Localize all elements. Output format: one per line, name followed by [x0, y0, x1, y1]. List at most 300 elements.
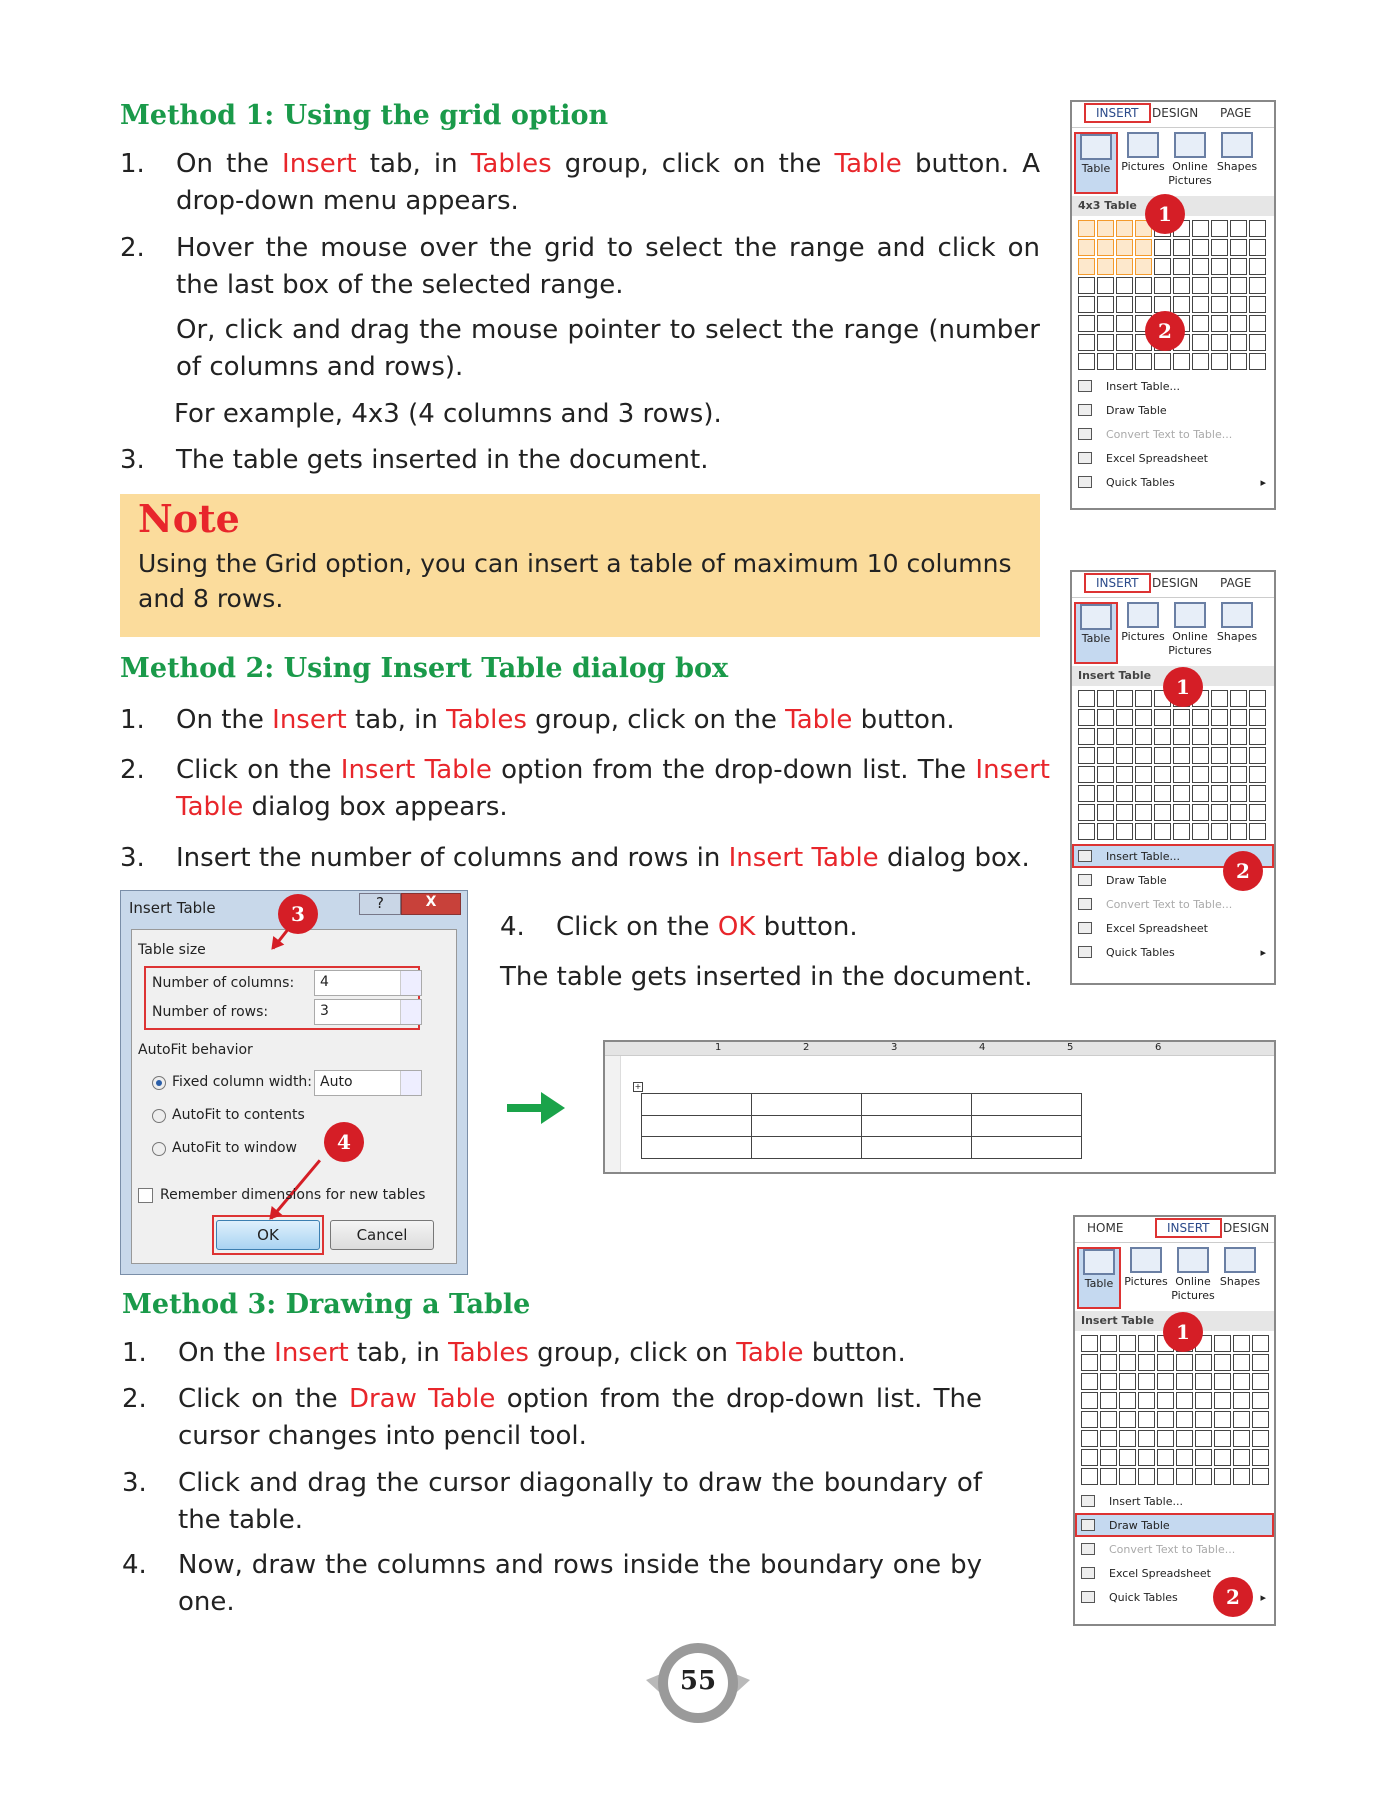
grid-cell[interactable]	[1116, 766, 1133, 783]
grid-cell[interactable]	[1249, 747, 1266, 764]
grid-cell[interactable]	[1230, 804, 1247, 821]
grid-cell[interactable]	[1192, 220, 1209, 237]
grid-cell[interactable]	[1249, 353, 1266, 370]
tab-design[interactable]: DESIGN	[1223, 1221, 1270, 1235]
grid-cell[interactable]	[1097, 220, 1114, 237]
grid-cell[interactable]	[1173, 747, 1190, 764]
grid-cell[interactable]	[1249, 690, 1266, 707]
grid-cell[interactable]	[1154, 277, 1171, 294]
table-grid[interactable]	[1078, 220, 1266, 370]
grid-cell[interactable]	[1116, 220, 1133, 237]
menu-item-label: Quick Tables	[1109, 1590, 1178, 1604]
grid-cell[interactable]	[1211, 258, 1228, 275]
tab-insert[interactable]: INSERT	[1155, 1218, 1222, 1238]
tab-design[interactable]: DESIGN	[1152, 106, 1199, 120]
text-segment: button.	[755, 912, 858, 942]
columns-input[interactable]: 4	[314, 970, 422, 996]
ribbon-button[interactable]	[1077, 1247, 1121, 1309]
grid-cell[interactable]	[1230, 277, 1247, 294]
grid-cell[interactable]	[1195, 1373, 1212, 1390]
grid-cell[interactable]	[1135, 690, 1152, 707]
grid-cell[interactable]	[1081, 1373, 1098, 1390]
grid-cell[interactable]	[1097, 804, 1114, 821]
grid-cell[interactable]	[1211, 785, 1228, 802]
grid-cell[interactable]	[1192, 766, 1209, 783]
grid-cell[interactable]	[1249, 277, 1266, 294]
menu-item[interactable]	[1072, 892, 1274, 916]
grid-cell[interactable]	[1192, 258, 1209, 275]
grid-cell[interactable]	[1157, 1468, 1174, 1485]
table-grid[interactable]	[1081, 1335, 1269, 1485]
grid-cell[interactable]	[1116, 785, 1133, 802]
ribbon-button[interactable]	[1168, 602, 1212, 658]
grid-cell[interactable]	[1154, 785, 1171, 802]
ribbon-button[interactable]	[1218, 1247, 1262, 1289]
grid-cell[interactable]	[1214, 1373, 1231, 1390]
grid-cell[interactable]	[1233, 1411, 1250, 1428]
grid-cell[interactable]	[1081, 1411, 1098, 1428]
grid-cell[interactable]	[1192, 823, 1209, 840]
menu-item[interactable]	[1072, 422, 1274, 446]
grid-cell[interactable]	[1100, 1354, 1117, 1371]
grid-cell[interactable]	[1230, 823, 1247, 840]
grid-cell[interactable]	[1252, 1373, 1269, 1390]
grid-cell[interactable]	[1192, 728, 1209, 745]
grid-cell[interactable]	[1249, 709, 1266, 726]
menu-item[interactable]: Quick Tables ▸	[1072, 470, 1274, 494]
grid-cell[interactable]	[1192, 277, 1209, 294]
grid-cell[interactable]	[1116, 296, 1133, 313]
grid-cell[interactable]	[1192, 334, 1209, 351]
grid-cell[interactable]	[1192, 315, 1209, 332]
grid-cell[interactable]	[1252, 1392, 1269, 1409]
grid-cell[interactable]	[1192, 747, 1209, 764]
grid-cell[interactable]	[1192, 296, 1209, 313]
grid-cell[interactable]	[1252, 1335, 1269, 1352]
ribbon-button[interactable]	[1171, 1247, 1215, 1303]
grid-cell[interactable]	[1249, 220, 1266, 237]
autofit-window-radio[interactable]	[152, 1142, 166, 1156]
autofit-contents-radio[interactable]	[152, 1109, 166, 1123]
ruler-tick: 3	[891, 1042, 898, 1053]
help-button[interactable]: ?	[359, 893, 401, 915]
menu-item[interactable]	[1075, 1561, 1274, 1585]
grid-cell[interactable]	[1078, 315, 1095, 332]
grid-cell[interactable]	[1119, 1430, 1136, 1447]
grid-cell[interactable]	[1078, 766, 1095, 783]
grid-cell[interactable]	[1138, 1449, 1155, 1466]
ribbon-button[interactable]	[1168, 132, 1212, 188]
table-cell[interactable]	[862, 1115, 972, 1137]
grid-cell[interactable]	[1230, 258, 1247, 275]
grid-cell[interactable]	[1211, 823, 1228, 840]
grid-cell[interactable]	[1154, 239, 1171, 256]
grid-cell[interactable]	[1154, 804, 1171, 821]
grid-cell[interactable]	[1249, 315, 1266, 332]
ribbon-button[interactable]	[1121, 602, 1165, 644]
grid-cell[interactable]	[1078, 258, 1095, 275]
menu-item[interactable]: Quick Tables ▸	[1075, 1585, 1274, 1609]
grid-cell[interactable]	[1214, 1430, 1231, 1447]
grid-cell[interactable]	[1116, 277, 1133, 294]
grid-cell[interactable]	[1195, 1392, 1212, 1409]
table-grid[interactable]	[1078, 690, 1266, 840]
grid-cell[interactable]	[1214, 1468, 1231, 1485]
menu-item-label: Quick Tables	[1106, 475, 1175, 489]
grid-cell[interactable]	[1230, 766, 1247, 783]
grid-cell[interactable]	[1138, 1468, 1155, 1485]
grid-cell[interactable]	[1211, 709, 1228, 726]
grid-cell[interactable]	[1211, 690, 1228, 707]
grid-cell[interactable]	[1100, 1392, 1117, 1409]
item-number: 4.	[122, 1550, 147, 1580]
grid-cell[interactable]	[1119, 1449, 1136, 1466]
text-segment: The table gets inserted in the document.	[176, 445, 709, 475]
grid-cell[interactable]	[1173, 296, 1190, 313]
grid-cell[interactable]	[1081, 1392, 1098, 1409]
grid-cell[interactable]	[1195, 1449, 1212, 1466]
menu-item[interactable]	[1072, 398, 1274, 422]
ribbon-button[interactable]	[1121, 132, 1165, 174]
grid-cell[interactable]	[1249, 258, 1266, 275]
grid-cell[interactable]	[1116, 709, 1133, 726]
grid-cell[interactable]	[1097, 334, 1114, 351]
grid-cell[interactable]	[1097, 709, 1114, 726]
ribbon-button[interactable]	[1074, 132, 1118, 194]
grid-cell[interactable]	[1230, 315, 1247, 332]
grid-cell[interactable]	[1097, 353, 1114, 370]
grid-cell[interactable]	[1097, 315, 1114, 332]
grid-cell[interactable]	[1097, 277, 1114, 294]
grid-cell[interactable]	[1249, 823, 1266, 840]
grid-cell[interactable]	[1119, 1335, 1136, 1352]
text-segment: dialog box appears.	[243, 792, 508, 822]
grid-cell[interactable]	[1097, 728, 1114, 745]
menu-item[interactable]	[1072, 446, 1274, 470]
grid-cell[interactable]	[1154, 823, 1171, 840]
grid-cell[interactable]	[1249, 296, 1266, 313]
close-button[interactable]: X	[401, 893, 461, 915]
grid-cell[interactable]	[1097, 690, 1114, 707]
grid-cell[interactable]	[1135, 258, 1152, 275]
menu-item[interactable]	[1072, 374, 1274, 398]
grid-cell[interactable]	[1230, 239, 1247, 256]
grid-cell[interactable]	[1252, 1354, 1269, 1371]
grid-cell[interactable]	[1078, 220, 1095, 237]
table-cell[interactable]	[642, 1115, 752, 1137]
grid-cell[interactable]	[1211, 766, 1228, 783]
table-cell[interactable]	[752, 1137, 862, 1159]
grid-cell[interactable]	[1173, 277, 1190, 294]
grid-cell[interactable]	[1192, 785, 1209, 802]
grid-cell[interactable]	[1195, 1411, 1212, 1428]
tab-insert[interactable]: INSERT	[1084, 573, 1151, 593]
grid-cell[interactable]	[1157, 1373, 1174, 1390]
grid-cell[interactable]	[1081, 1335, 1098, 1352]
grid-cell[interactable]	[1154, 709, 1171, 726]
grid-cell[interactable]	[1078, 353, 1095, 370]
ok-button[interactable]: OK	[216, 1220, 320, 1250]
grid-cell[interactable]	[1100, 1468, 1117, 1485]
grid-cell[interactable]	[1154, 766, 1171, 783]
tab-page[interactable]: PAGE	[1220, 576, 1252, 590]
grid-cell[interactable]	[1211, 220, 1228, 237]
grid-cell[interactable]	[1192, 239, 1209, 256]
grid-cell[interactable]	[1097, 258, 1114, 275]
grid-cell[interactable]	[1211, 239, 1228, 256]
grid-cell[interactable]	[1233, 1392, 1250, 1409]
grid-cell[interactable]	[1119, 1468, 1136, 1485]
grid-cell[interactable]	[1119, 1373, 1136, 1390]
menu-item[interactable]	[1072, 916, 1274, 940]
grid-cell[interactable]	[1078, 709, 1095, 726]
grid-cell[interactable]	[1081, 1430, 1098, 1447]
table-cell[interactable]	[862, 1137, 972, 1159]
grid-cell[interactable]	[1176, 1449, 1193, 1466]
remember-checkbox[interactable]	[138, 1188, 153, 1203]
grid-cell[interactable]	[1116, 728, 1133, 745]
grid-cell[interactable]	[1233, 1468, 1250, 1485]
grid-cell[interactable]	[1157, 1411, 1174, 1428]
rows-input[interactable]: 3	[314, 999, 422, 1025]
menu-item[interactable]: Quick Tables ▸	[1072, 940, 1274, 964]
table-cell[interactable]	[862, 1094, 972, 1116]
grid-cell[interactable]	[1173, 823, 1190, 840]
grid-cell[interactable]	[1078, 334, 1095, 351]
grid-cell[interactable]	[1100, 1373, 1117, 1390]
cancel-button[interactable]: Cancel	[330, 1220, 434, 1250]
pictures-icon	[1127, 602, 1159, 628]
grid-cell[interactable]	[1135, 353, 1152, 370]
grid-cell[interactable]	[1078, 690, 1095, 707]
grid-cell[interactable]	[1195, 1354, 1212, 1371]
grid-cell[interactable]	[1157, 1449, 1174, 1466]
grid-cell[interactable]	[1116, 690, 1133, 707]
grid-cell[interactable]	[1230, 296, 1247, 313]
grid-cell[interactable]	[1078, 747, 1095, 764]
grid-cell[interactable]	[1119, 1392, 1136, 1409]
grid-cell[interactable]	[1138, 1411, 1155, 1428]
grid-cell[interactable]	[1154, 747, 1171, 764]
grid-cell[interactable]	[1233, 1354, 1250, 1371]
tab-design[interactable]: DESIGN	[1152, 576, 1199, 590]
grid-cell[interactable]	[1211, 804, 1228, 821]
table-icon	[1080, 604, 1112, 630]
fixed-width-radio[interactable]	[152, 1076, 166, 1090]
grid-cell[interactable]	[1097, 239, 1114, 256]
grid-cell[interactable]	[1214, 1449, 1231, 1466]
grid-cell[interactable]	[1173, 804, 1190, 821]
grid-cell[interactable]	[1138, 1354, 1155, 1371]
grid-cell[interactable]	[1097, 785, 1114, 802]
grid-cell[interactable]	[1211, 277, 1228, 294]
table-cell[interactable]	[752, 1094, 862, 1116]
grid-cell[interactable]	[1230, 728, 1247, 745]
grid-cell[interactable]	[1249, 728, 1266, 745]
grid-cell[interactable]	[1173, 766, 1190, 783]
grid-cell[interactable]	[1154, 296, 1171, 313]
grid-cell[interactable]	[1081, 1449, 1098, 1466]
table-cell[interactable]	[972, 1137, 1082, 1159]
grid-cell[interactable]	[1211, 747, 1228, 764]
grid-cell[interactable]	[1135, 823, 1152, 840]
tab-home[interactable]: HOME	[1087, 1221, 1124, 1235]
grid-cell[interactable]	[1230, 785, 1247, 802]
grid-cell[interactable]	[1192, 804, 1209, 821]
menu-item[interactable]	[1075, 1513, 1274, 1537]
grid-cell[interactable]	[1078, 728, 1095, 745]
grid-cell[interactable]	[1192, 709, 1209, 726]
table-cell[interactable]	[972, 1094, 1082, 1116]
grid-cell[interactable]	[1249, 334, 1266, 351]
grid-cell[interactable]	[1214, 1411, 1231, 1428]
grid-cell[interactable]	[1135, 766, 1152, 783]
grid-cell[interactable]	[1116, 315, 1133, 332]
menu-item[interactable]	[1075, 1489, 1274, 1513]
grid-cell[interactable]	[1138, 1335, 1155, 1352]
grid-cell[interactable]	[1176, 1411, 1193, 1428]
grid-cell[interactable]	[1116, 334, 1133, 351]
ribbon-button[interactable]	[1215, 602, 1259, 644]
grid-cell[interactable]	[1154, 258, 1171, 275]
grid-cell[interactable]	[1100, 1430, 1117, 1447]
grid-cell[interactable]	[1116, 804, 1133, 821]
grid-cell[interactable]	[1116, 239, 1133, 256]
grid-cell[interactable]	[1097, 823, 1114, 840]
ribbon-button[interactable]	[1215, 132, 1259, 174]
grid-cell[interactable]	[1214, 1392, 1231, 1409]
grid-cell[interactable]	[1135, 709, 1152, 726]
grid-cell[interactable]	[1135, 804, 1152, 821]
ribbon-button[interactable]	[1074, 602, 1118, 664]
grid-cell[interactable]	[1081, 1468, 1098, 1485]
grid-cell[interactable]	[1135, 277, 1152, 294]
grid-cell[interactable]	[1100, 1411, 1117, 1428]
table-move-handle-icon[interactable]: +	[634, 1082, 642, 1091]
grid-cell[interactable]	[1233, 1449, 1250, 1466]
table-cell[interactable]	[642, 1094, 752, 1116]
grid-cell[interactable]	[1176, 1392, 1193, 1409]
grid-cell[interactable]	[1173, 728, 1190, 745]
grid-cell[interactable]	[1230, 709, 1247, 726]
grid-cell[interactable]	[1097, 766, 1114, 783]
item-number: 3.	[122, 1468, 147, 1498]
grid-cell[interactable]	[1173, 239, 1190, 256]
grid-cell[interactable]	[1135, 728, 1152, 745]
grid-cell[interactable]	[1116, 747, 1133, 764]
grid-cell[interactable]	[1173, 709, 1190, 726]
grid-cell[interactable]	[1176, 1354, 1193, 1371]
grid-cell[interactable]	[1135, 747, 1152, 764]
grid-cell[interactable]	[1135, 239, 1152, 256]
grid-cell[interactable]	[1230, 220, 1247, 237]
grid-cell[interactable]	[1097, 296, 1114, 313]
grid-cell[interactable]	[1214, 1354, 1231, 1371]
grid-cell[interactable]	[1233, 1430, 1250, 1447]
table-cell[interactable]	[752, 1115, 862, 1137]
table-cell[interactable]	[642, 1137, 752, 1159]
grid-cell[interactable]	[1252, 1411, 1269, 1428]
grid-cell[interactable]	[1119, 1354, 1136, 1371]
grid-cell[interactable]	[1195, 1468, 1212, 1485]
grid-cell[interactable]	[1173, 258, 1190, 275]
grid-cell[interactable]	[1078, 785, 1095, 802]
fixed-width-input[interactable]: Auto	[314, 1070, 422, 1096]
grid-cell[interactable]	[1138, 1430, 1155, 1447]
tab-insert[interactable]: INSERT	[1084, 103, 1151, 123]
ribbon	[1072, 128, 1274, 196]
grid-cell[interactable]	[1154, 353, 1171, 370]
grid-cell[interactable]	[1157, 1354, 1174, 1371]
grid-cell[interactable]	[1138, 1392, 1155, 1409]
grid-cell[interactable]	[1119, 1411, 1136, 1428]
menu-item-icon	[1078, 874, 1092, 886]
grid-cell[interactable]	[1211, 296, 1228, 313]
grid-cell[interactable]	[1157, 1430, 1174, 1447]
grid-label: 4x3 Table	[1072, 196, 1274, 216]
grid-cell[interactable]	[1211, 353, 1228, 370]
grid-cell[interactable]	[1233, 1335, 1250, 1352]
grid-cell[interactable]	[1252, 1468, 1269, 1485]
grid-cell[interactable]	[1135, 785, 1152, 802]
grid-cell[interactable]	[1230, 690, 1247, 707]
grid-cell[interactable]	[1252, 1449, 1269, 1466]
grid-cell[interactable]	[1116, 258, 1133, 275]
grid-cell[interactable]	[1192, 353, 1209, 370]
grid-cell[interactable]	[1230, 747, 1247, 764]
ribbon-button[interactable]	[1124, 1247, 1168, 1289]
grid-cell[interactable]	[1249, 239, 1266, 256]
grid-cell[interactable]	[1100, 1335, 1117, 1352]
grid-cell[interactable]	[1100, 1449, 1117, 1466]
grid-cell[interactable]	[1230, 353, 1247, 370]
grid-cell[interactable]	[1195, 1430, 1212, 1447]
grid-cell[interactable]	[1078, 239, 1095, 256]
grid-cell[interactable]	[1173, 353, 1190, 370]
grid-cell[interactable]	[1211, 728, 1228, 745]
grid-cell[interactable]	[1211, 334, 1228, 351]
grid-cell[interactable]	[1233, 1373, 1250, 1390]
grid-cell[interactable]	[1135, 296, 1152, 313]
grid-cell[interactable]	[1078, 277, 1095, 294]
ribbon-button-label: Pictures	[1121, 160, 1165, 173]
tab-page[interactable]: PAGE	[1220, 106, 1252, 120]
menu-item[interactable]	[1075, 1537, 1274, 1561]
grid-cell[interactable]	[1252, 1430, 1269, 1447]
grid-cell[interactable]	[1249, 766, 1266, 783]
grid-cell[interactable]	[1138, 1373, 1155, 1390]
grid-cell[interactable]	[1211, 315, 1228, 332]
grid-cell[interactable]	[1081, 1354, 1098, 1371]
grid-cell[interactable]	[1176, 1430, 1193, 1447]
grid-cell[interactable]	[1157, 1392, 1174, 1409]
grid-cell[interactable]	[1078, 804, 1095, 821]
grid-cell[interactable]	[1116, 353, 1133, 370]
grid-cell[interactable]	[1078, 296, 1095, 313]
grid-cell[interactable]	[1078, 823, 1095, 840]
grid-cell[interactable]	[1230, 334, 1247, 351]
grid-cell[interactable]	[1176, 1468, 1193, 1485]
grid-cell[interactable]	[1214, 1335, 1231, 1352]
grid-cell[interactable]	[1249, 804, 1266, 821]
grid-cell[interactable]	[1097, 747, 1114, 764]
table-cell[interactable]	[972, 1115, 1082, 1137]
grid-cell[interactable]	[1176, 1373, 1193, 1390]
grid-cell[interactable]	[1249, 785, 1266, 802]
grid-cell[interactable]	[1154, 728, 1171, 745]
grid-cell[interactable]	[1173, 785, 1190, 802]
grid-cell[interactable]	[1116, 823, 1133, 840]
